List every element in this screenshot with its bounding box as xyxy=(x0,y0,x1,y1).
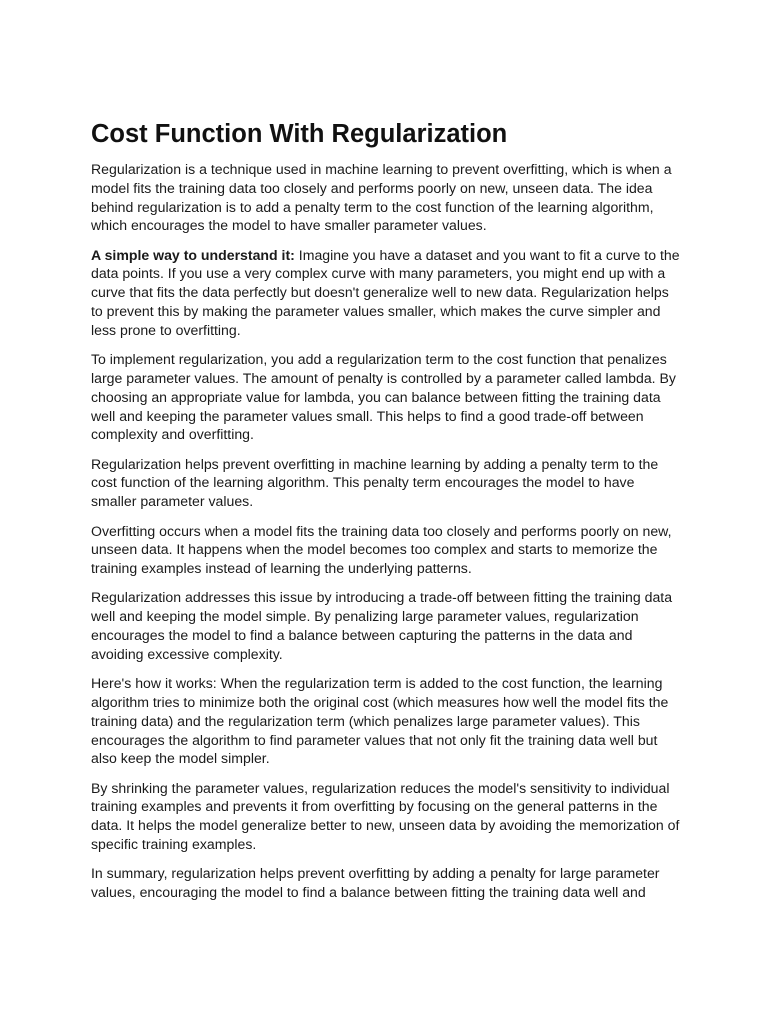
paragraph-text: Overfitting occurs when a model fits the training data too closely and performs poorly on new, unseen data. It happens when the model becomes too complex and starts to memorize the training examples instead of learning the underlying patterns. xyxy=(91,522,672,577)
paragraph-penalty xyxy=(91,455,683,511)
paragraph-text: Regularization is a technique used in machine learning to prevent overfitting, which is when a model fits the training data too closely and performs poorly on new, unseen data. The idea behind regularization is to add a penalty term to the cost function of the learning algorithm, which encourages the model to have smaller parameter values. xyxy=(91,161,672,234)
document-page xyxy=(91,118,683,912)
paragraph-simple-way xyxy=(91,246,683,340)
paragraph-implement xyxy=(91,350,683,444)
paragraph-trade-off xyxy=(91,588,683,663)
document-title: Cost Function With Regularization xyxy=(91,120,508,148)
paragraph-lead: A simple way to understand it: xyxy=(91,246,295,263)
paragraph-overfitting xyxy=(91,522,683,578)
paragraph-shrinking xyxy=(91,779,683,854)
paragraph-text: To implement regularization, you add a regularization term to the cost function that penalizes large parameter values. The amount of penalty is controlled by a parameter called lambda. By choosing an appropriate value for lambda, you can balance between fitting the training data well and keeping the parameter values small. This helps to find a good trade-off between complexity and overfitting. xyxy=(91,351,676,443)
paragraph-text: Regularization helps prevent overfitting in machine learning by adding a penalty term to the cost function of the learning algorithm. This penalty term encourages the model to have smaller parameter values. xyxy=(91,455,659,510)
paragraph-summary xyxy=(91,864,683,902)
paragraph-text: Regularization addresses this issue by introducing a trade-off between fitting the training data well and keeping the model simple. By penalizing large parameter values, regularization encourages the model to find a balance between capturing the patterns in the data and avoiding excessive complexity. xyxy=(91,589,673,662)
paragraph-text: In summary, regularization helps prevent overfitting by adding a penalty for large parameter values, encouraging the model to find a balance between fitting the training data well and xyxy=(91,865,660,901)
paragraph-intro xyxy=(91,160,683,235)
paragraph-text: Here's how it works: When the regularization term is added to the cost function, the learning algorithm tries to minimize both the original cost (which measures how well the model fits the training data) and the regularization term (which penalizes large parameter values). This encourages the algorithm to find parameter values that not only fit the training data well but also keep the model simpler. xyxy=(91,675,669,767)
paragraph-how-it-works xyxy=(91,674,683,768)
paragraph-text: Imagine you have a dataset and you want to fit a curve to the data points. If you use a very complex curve with many parameters, you might end up with a curve that fits the data perfectly but doesn't generalize well to new data. Regularization helps to prevent this by making the parameter values smaller, which makes the curve simpler and less prone to overfitting. xyxy=(91,246,680,338)
paragraph-text: By shrinking the parameter values, regularization reduces the model's sensitivity to individual training examples and prevents it from overfitting by focusing on the general patterns in the data. It helps the model generalize better to new, unseen data by avoiding the memorization of specific training examples. xyxy=(91,779,680,852)
